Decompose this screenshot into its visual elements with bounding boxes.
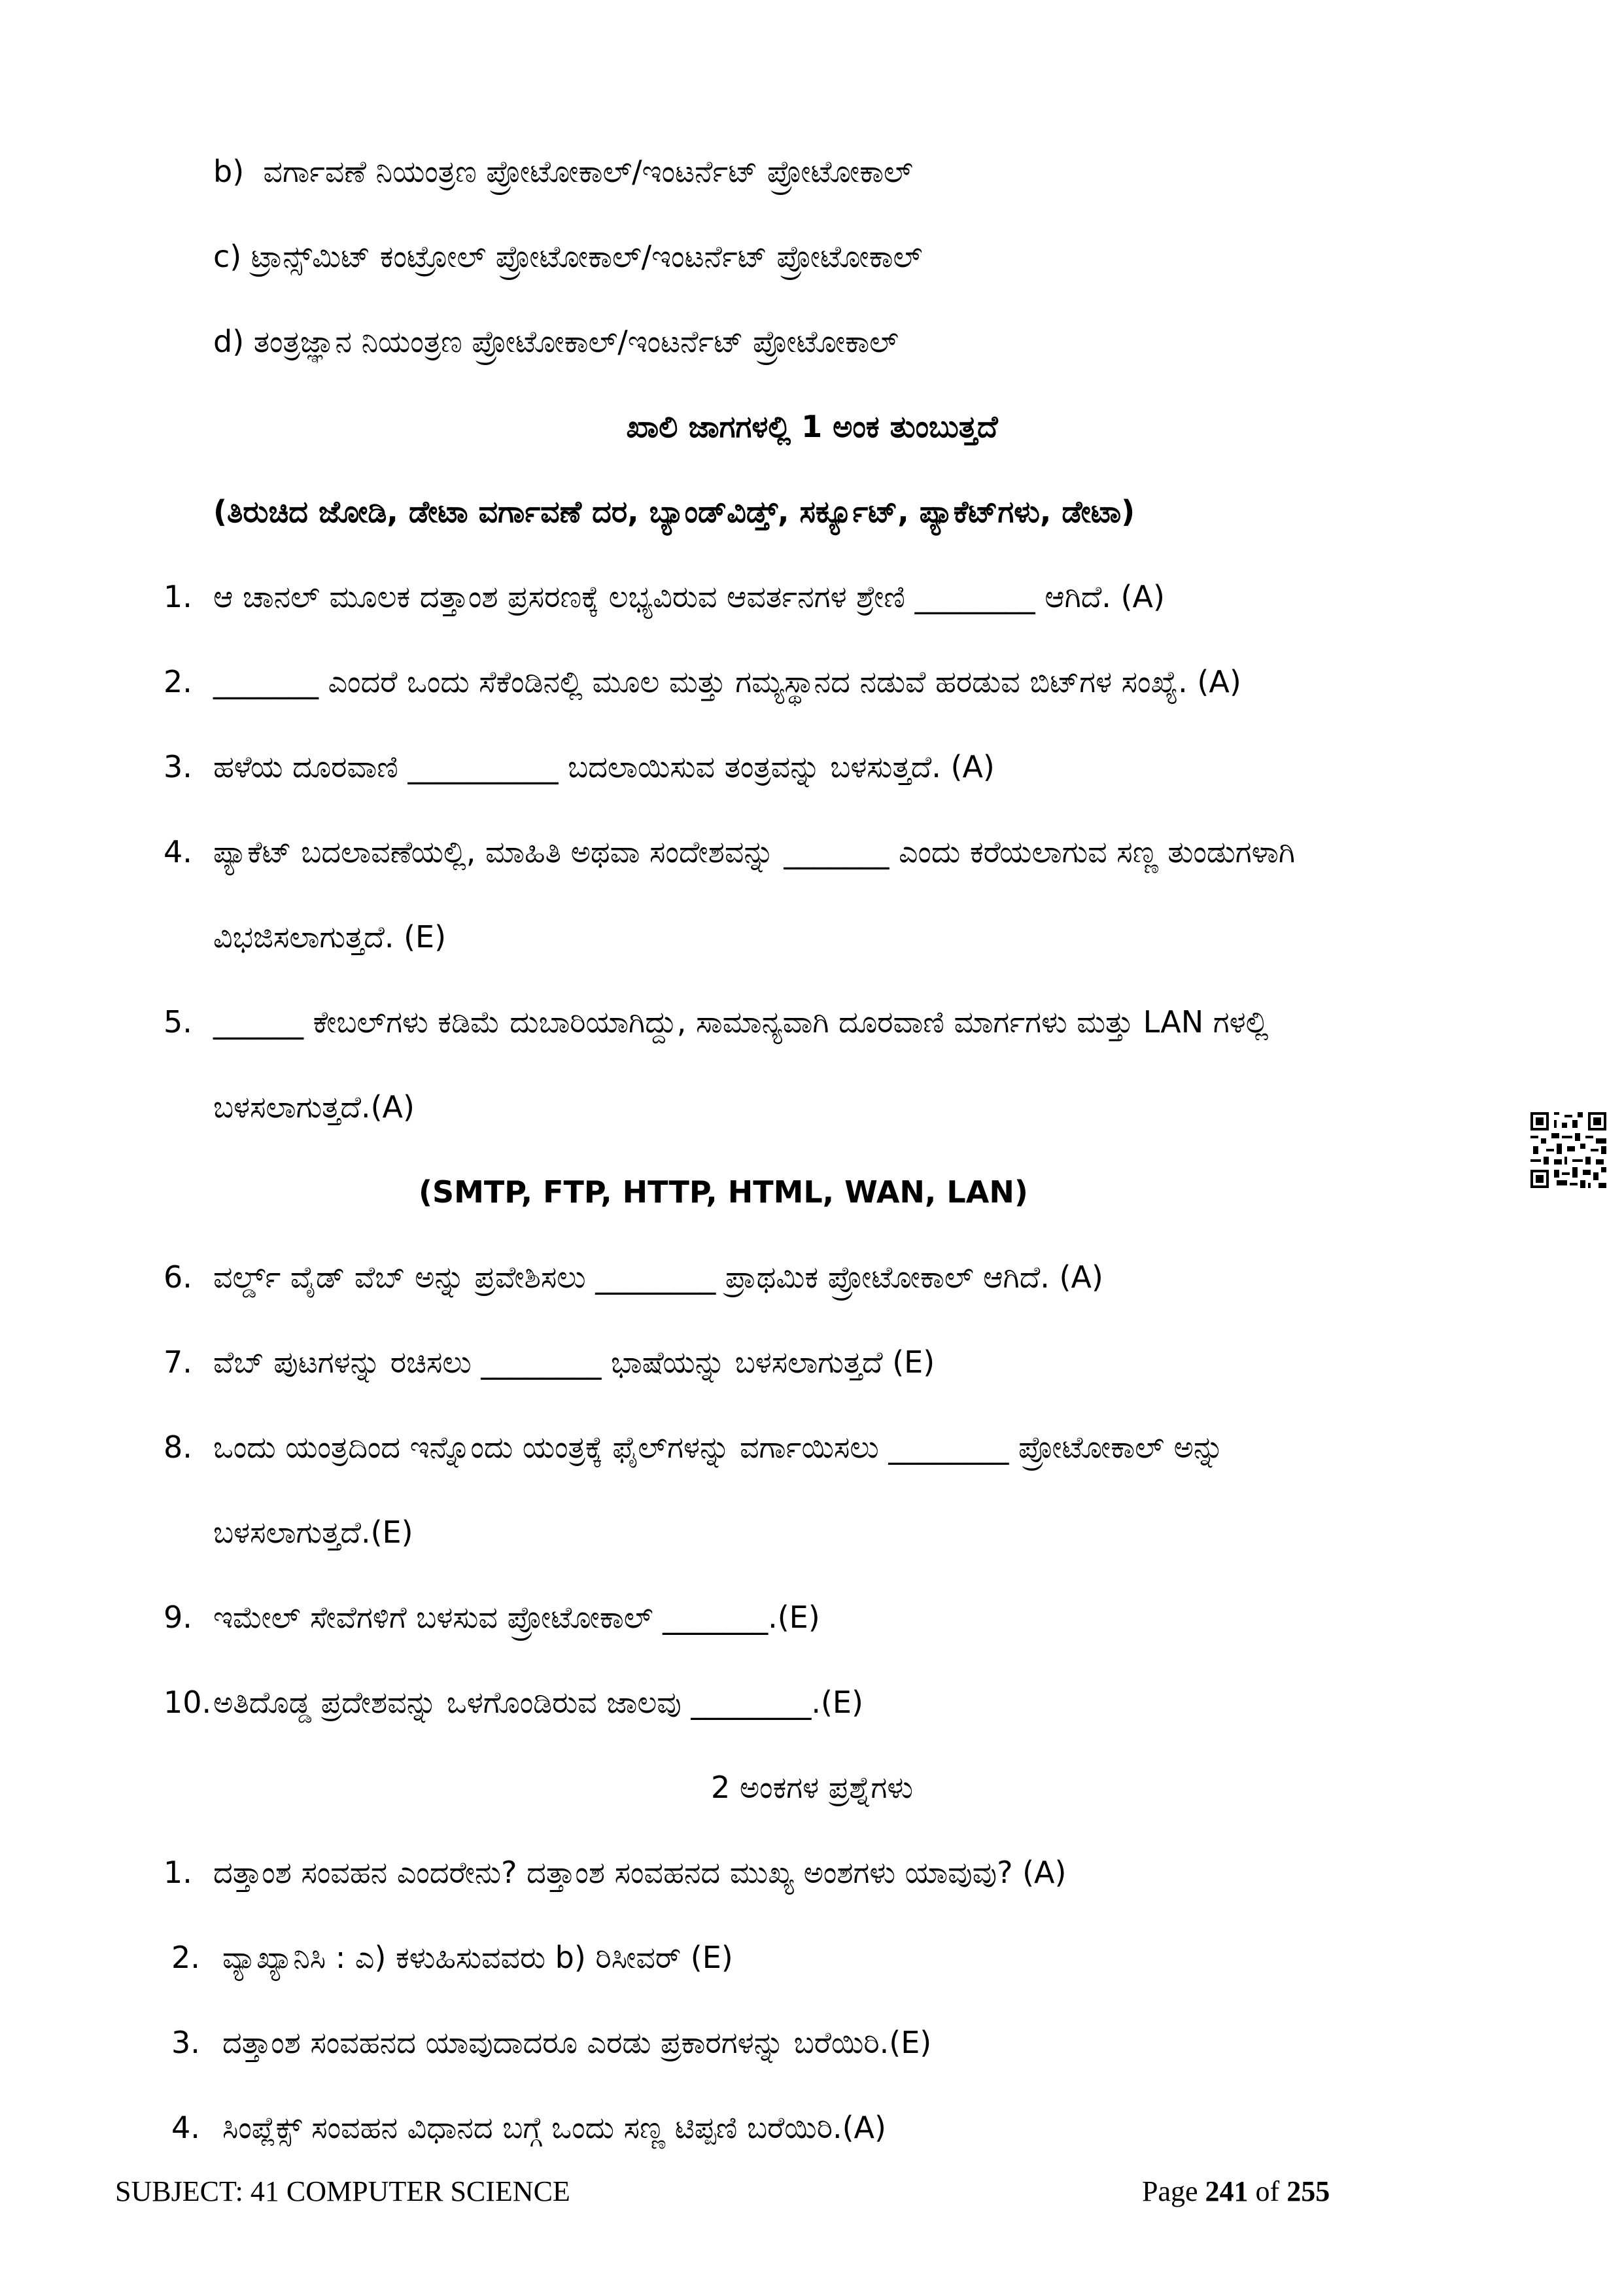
option-label: c) xyxy=(213,239,242,274)
question-text: ವ್ಯಾಖ್ಯಾನಿಸಿ : ಎ) ಕಳುಹಿಸುವವರು b) ರಿಸೀವರ್ (E) xyxy=(222,1940,733,1975)
page-total: 255 xyxy=(1287,2175,1330,2207)
option-text: ವರ್ಗಾವಣೆ ನಿಯಂತ್ರಣ ಪ್ರೋಟೋಕಾಲ್/ಇಂಟರ್ನೆಟ್ ಪ್ರೋಟೋಕಾಲ್ xyxy=(263,154,913,189)
option-d xyxy=(213,322,899,361)
question-number: 10. xyxy=(164,1685,212,1720)
footer-subject: SUBJECT: 41 COMPUTER SCIENCE xyxy=(115,2175,570,2207)
question-text-continued: ಬಳಸಲಾಗುತ್ತದೆ.(E) xyxy=(213,1515,413,1550)
section-heading: 2 ಅಂಕಗಳ ಪ್ರಶ್ನೆಗಳು xyxy=(710,1770,914,1805)
question-text: ವೆಬ್ ಪುಟಗಳನ್ನು ರಚಿಸಲು ________ ಭಾಷೆಯನ್ನು ಬಳಸಲಾಗುತ್ತದೆ (E) xyxy=(213,1344,935,1380)
question-text: ಸಿಂಪ್ಲೆಕ್ಸ್ ಸಂವಹನ ವಿಧಾನದ ಬಗ್ಗೆ ಒಂದು ಸಣ್ಣ ಟಿಪ್ಪಣಿ ಬರೆಯಿರಿ.(A) xyxy=(222,2110,886,2145)
question-text: ವರ್ಲ್ಡ್ ವೈಡ್ ವೆಬ್ ಅನ್ನು ಪ್ರವೇಶಿಸಲು ________ ಪ್ರಾಥಮಿಕ ಪ್ರೋಟೋಕಾಲ್ ಆಗಿದೆ. (A) xyxy=(213,1259,1103,1295)
section-heading: ಖಾಲಿ ಜಾಗಗಳಲ್ಲಿ 1 ಅಂಕ ತುಂಬುತ್ತದೆ xyxy=(626,409,998,444)
question-number: 3. xyxy=(171,2025,200,2060)
question-text-continued: ವಿಭಜಿಸಲಾಗುತ್ತದೆ. (E) xyxy=(213,919,447,955)
qr-code xyxy=(1530,1112,1606,1188)
footer-page-number xyxy=(1142,2173,1330,2210)
question-number: 9. xyxy=(164,1600,192,1635)
question-text: ದತ್ತಾಂಶ ಸಂವಹನದ ಯಾವುದಾದರೂ ಎರಡು ಪ್ರಕಾರಗಳನ್ನು ಬರೆಯಿರಿ.(E) xyxy=(222,2025,932,2060)
question-text: ಒಂದು ಯಂತ್ರದಿಂದ ಇನ್ನೊಂದು ಯಂತ್ರಕ್ಕೆ ಫೈಲ್‌ಗಳನ್ನು ವರ್ಗಾಯಿಸಲು ________ ಪ್ರೋಟೋಕಾಲ್ ಅನ್ನು xyxy=(213,1429,1224,1465)
page-prefix: Page xyxy=(1142,2175,1205,2207)
page-current: 241 xyxy=(1205,2175,1249,2207)
option-c xyxy=(213,237,922,276)
question-text: _______ ಎಂದರೆ ಒಂದು ಸೆಕೆಂಡಿನಲ್ಲಿ ಮೂಲ ಮತ್ತು ಗಮ್ಯಸ್ಥಾನದ ನಡುವೆ ಹರಡುವ ಬಿಟ್‌ಗಳ ಸಂಖ್ಯೆ. (A) xyxy=(213,664,1241,699)
question-number: 6. xyxy=(164,1259,192,1295)
page-of: of xyxy=(1248,2175,1287,2207)
question-text: ಆ ಚಾನಲ್ ಮೂಲಕ ದತ್ತಾಂಶ ಪ್ರಸರಣಕ್ಕೆ ಲಭ್ಯವಿರುವ ಆವರ್ತನಗಳ ಶ್ರೇಣಿ ________ ಆಗಿದೆ. (A) xyxy=(213,579,1165,614)
question-text: ಇಮೇಲ್ ಸೇವೆಗಳಿಗೆ ಬಳಸುವ ಪ್ರೋಟೋಕಾಲ್ _______.(E) xyxy=(213,1600,820,1635)
option-label: b) xyxy=(213,154,245,189)
question-number: 3. xyxy=(164,749,192,784)
question-number: 2. xyxy=(171,1940,200,1975)
question-text: ______ ಕೇಬಲ್‌ಗಳು ಕಡಿಮೆ ದುಬಾರಿಯಾಗಿದ್ದು, ಸಾಮಾನ್ಯವಾಗಿ ದೂರವಾಣಿ ಮಾರ್ಗಗಳು ಮತ್ತು LAN ಗಳಲ್ಲಿ xyxy=(213,1004,1269,1040)
question-number: 1. xyxy=(164,579,192,614)
option-b xyxy=(213,152,913,191)
question-text: ಪ್ಯಾಕೆಟ್ ಬದಲಾವಣೆಯಲ್ಲಿ, ಮಾಹಿತಿ ಅಥವಾ ಸಂದೇಶವನ್ನು _______ ಎಂದು ಕರೆಯಲಾಗುವ ಸಣ್ಣ ತುಂಡುಗಳಾಗಿ xyxy=(213,834,1296,869)
answer-options: (ತಿರುಚಿದ ಜೋಡಿ, ಡೇಟಾ ವರ್ಗಾವಣೆ ದರ, ಬ್ಯಾಂಡ್‌ವಿಡ್ತ್, ಸರ್ಕ್ಯೂಟ್, ಪ್ಯಾಕೆಟ್‌ಗಳು, ಡೇಟಾ) xyxy=(213,494,1135,529)
question-text: ದತ್ತಾಂಶ ಸಂವಹನ ಎಂದರೇನು? ದತ್ತಾಂಶ ಸಂವಹನದ ಮುಖ್ಯ ಅಂಶಗಳು ಯಾವುವು? (A) xyxy=(213,1855,1067,1890)
question-number: 4. xyxy=(164,834,192,869)
question-number: 1. xyxy=(164,1855,192,1890)
question-text: ಹಳೆಯ ದೂರವಾಣಿ __________ ಬದಲಾಯಿಸುವ ತಂತ್ರವನ್ನು ಬಳಸುತ್ತದೆ. (A) xyxy=(213,749,995,784)
answer-options: (SMTP, FTP, HTTP, HTML, WAN, LAN) xyxy=(419,1174,1028,1210)
question-number: 4. xyxy=(171,2110,200,2145)
question-text-continued: ಬಳಸಲಾಗುತ್ತದೆ.(A) xyxy=(213,1089,415,1125)
question-number: 5. xyxy=(164,1004,192,1040)
question-number: 2. xyxy=(164,664,192,699)
option-text: ಟ್ರಾನ್ಸ್‌ಮಿಟ್ ಕಂಟ್ರೋಲ್ ಪ್ರೋಟೋಕಾಲ್/ಇಂಟರ್ನೆಟ್ ಪ್ರೋಟೋಕಾಲ್ xyxy=(251,239,923,274)
question-number: 7. xyxy=(164,1344,192,1380)
question-text: ಅತಿದೊಡ್ಡ ಪ್ರದೇಶವನ್ನು ಒಳಗೊಂಡಿರುವ ಜಾಲವು ________.(E) xyxy=(213,1685,863,1720)
option-label: d) xyxy=(213,324,245,359)
option-text: ತಂತ್ರಜ್ಞಾನ ನಿಯಂತ್ರಣ ಪ್ರೋಟೋಕಾಲ್/ಇಂಟರ್ನೆಟ್ ಪ್ರೋಟೋಕಾಲ್ xyxy=(253,324,899,359)
question-number: 8. xyxy=(164,1429,192,1465)
